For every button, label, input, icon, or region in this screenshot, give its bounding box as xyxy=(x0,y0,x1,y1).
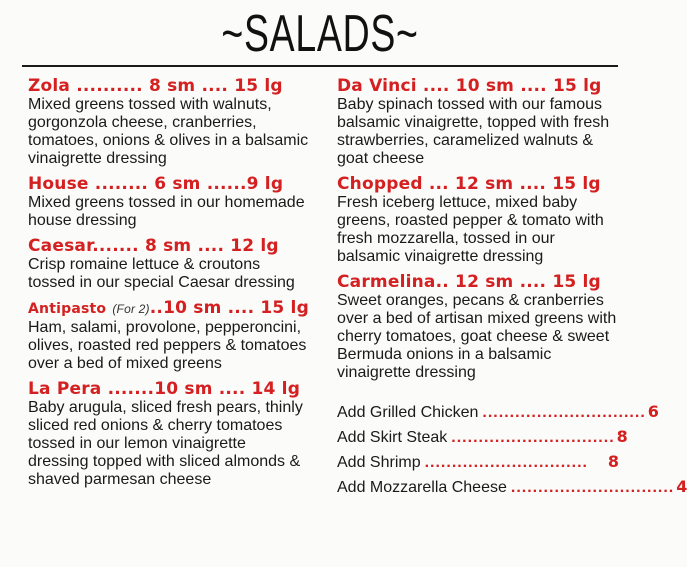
item-price-small: 6 sm xyxy=(154,174,201,194)
leader-dots: .............................. xyxy=(510,479,675,496)
item-price-small: 12 sm xyxy=(455,272,514,292)
item-description: Fresh iceberg lettuce, mixed baby greens, roasted pepper & tomato with fresh mozzarella, tossed in our balsamic vinaigrette dressing xyxy=(337,194,604,265)
addon-label: Add Grilled Chicken xyxy=(337,404,479,421)
item-name: Carmelina xyxy=(337,272,436,292)
item-description: Mixed greens tossed with walnuts, gorgonzola cheese, cranberries, tomatoes, onions & olives in a balsamic vinaigrette dressing xyxy=(28,96,309,167)
addon-label: Add Mozzarella Cheese xyxy=(337,479,507,496)
item-description: Ham, salami, provolone, pepperoncini, olives, roasted red peppers & tomatoes over a bed of mixed greens xyxy=(28,319,307,372)
addon-item xyxy=(337,450,619,475)
item-heading: Carmelina.. 12 sm .... 15 lg xyxy=(337,272,601,292)
leader-dots: .............................. xyxy=(451,429,615,446)
addon-price: 8 xyxy=(607,452,619,471)
page-title: ~SALADS~ xyxy=(221,5,419,63)
addon-label: Add Skirt Steak xyxy=(337,429,448,446)
item-heading: Chopped ... 12 sm .... 15 lg xyxy=(337,174,601,194)
leader-dots: .............................. xyxy=(424,454,588,471)
item-price-large: 14 lg xyxy=(251,379,301,399)
item-price-small: 10 sm xyxy=(455,76,515,96)
addon-price: 4 xyxy=(676,477,687,496)
item-price-large: 15 lg xyxy=(552,174,601,194)
item-heading: Antipasto (For 2)..10 sm .... 15 lg xyxy=(28,298,309,318)
item-note: (For 2) xyxy=(112,302,150,316)
item-name: House xyxy=(28,174,89,194)
item-name: Chopped xyxy=(337,174,423,194)
menu-item xyxy=(337,272,619,382)
addon-price: 8 xyxy=(616,427,628,446)
item-price-small: 10 sm xyxy=(163,298,222,318)
item-price-small: 8 sm xyxy=(148,76,196,96)
item-price-large: 15 lg xyxy=(234,76,283,96)
item-price-small: 8 sm xyxy=(144,236,192,256)
leader-dots: .............................. xyxy=(482,404,646,421)
item-name: Da Vinci xyxy=(337,76,417,96)
addon-item xyxy=(337,425,628,450)
menu-item xyxy=(28,298,310,373)
item-price-large: 15 lg xyxy=(552,76,602,96)
item-name: Zola xyxy=(28,76,71,96)
item-description: Baby spinach tossed with our famous balsamic vinaigrette, topped with fresh strawberries, caramelized walnuts & goat cheese xyxy=(337,96,610,167)
menu-item xyxy=(337,174,619,266)
item-price-large: 15 lg xyxy=(552,272,601,292)
addon-price: 6 xyxy=(647,402,659,421)
title-divider xyxy=(22,65,618,67)
addon-item xyxy=(337,475,687,500)
item-description: Sweet oranges, pecans & cranberries over a bed of artisan mixed greens with cherry tomatoes, goat cheese & sweet Bermuda onions in a balsamic vinaigrette dressing xyxy=(337,292,617,381)
item-description: Mixed greens tossed in our homemade house dressing xyxy=(28,194,305,229)
item-description: Baby arugula, sliced fresh pears, thinly sliced red onions & cherry tomatoes tossed in our lemon vinaigrette dressing topped with sliced almonds & shaved parmesan cheese xyxy=(28,399,303,488)
right-column xyxy=(337,76,687,500)
item-price-small: 10 sm xyxy=(154,379,213,399)
menu-item xyxy=(28,379,310,489)
item-heading: Da Vinci .... 10 sm .... 15 lg xyxy=(337,76,602,96)
item-description: Crisp romaine lettuce & croutons tossed in our special Caesar dressing xyxy=(28,256,295,291)
addons-list xyxy=(337,400,687,500)
item-price-large: 15 lg xyxy=(260,298,309,318)
menu-item xyxy=(28,236,310,292)
item-name: La Pera xyxy=(28,379,102,399)
item-price-large: 12 lg xyxy=(230,236,279,256)
addon-item xyxy=(337,400,659,425)
menu-item xyxy=(28,174,310,230)
item-name: Caesar xyxy=(28,236,93,256)
item-price-large: 9 lg xyxy=(246,174,284,194)
item-heading: Caesar....... 8 sm .... 12 lg xyxy=(28,236,279,256)
item-heading: La Pera .......10 sm .... 14 lg xyxy=(28,379,301,399)
item-price-small: 12 sm xyxy=(454,174,514,194)
left-column xyxy=(28,76,310,495)
addon-label: Add Shrimp xyxy=(337,454,421,471)
item-name: Antipasto xyxy=(28,301,107,317)
item-heading: House ........ 6 sm ......9 lg xyxy=(28,174,284,194)
menu-item xyxy=(337,76,619,168)
item-heading: Zola .......... 8 sm .... 15 lg xyxy=(28,76,283,96)
menu-item xyxy=(28,76,310,168)
